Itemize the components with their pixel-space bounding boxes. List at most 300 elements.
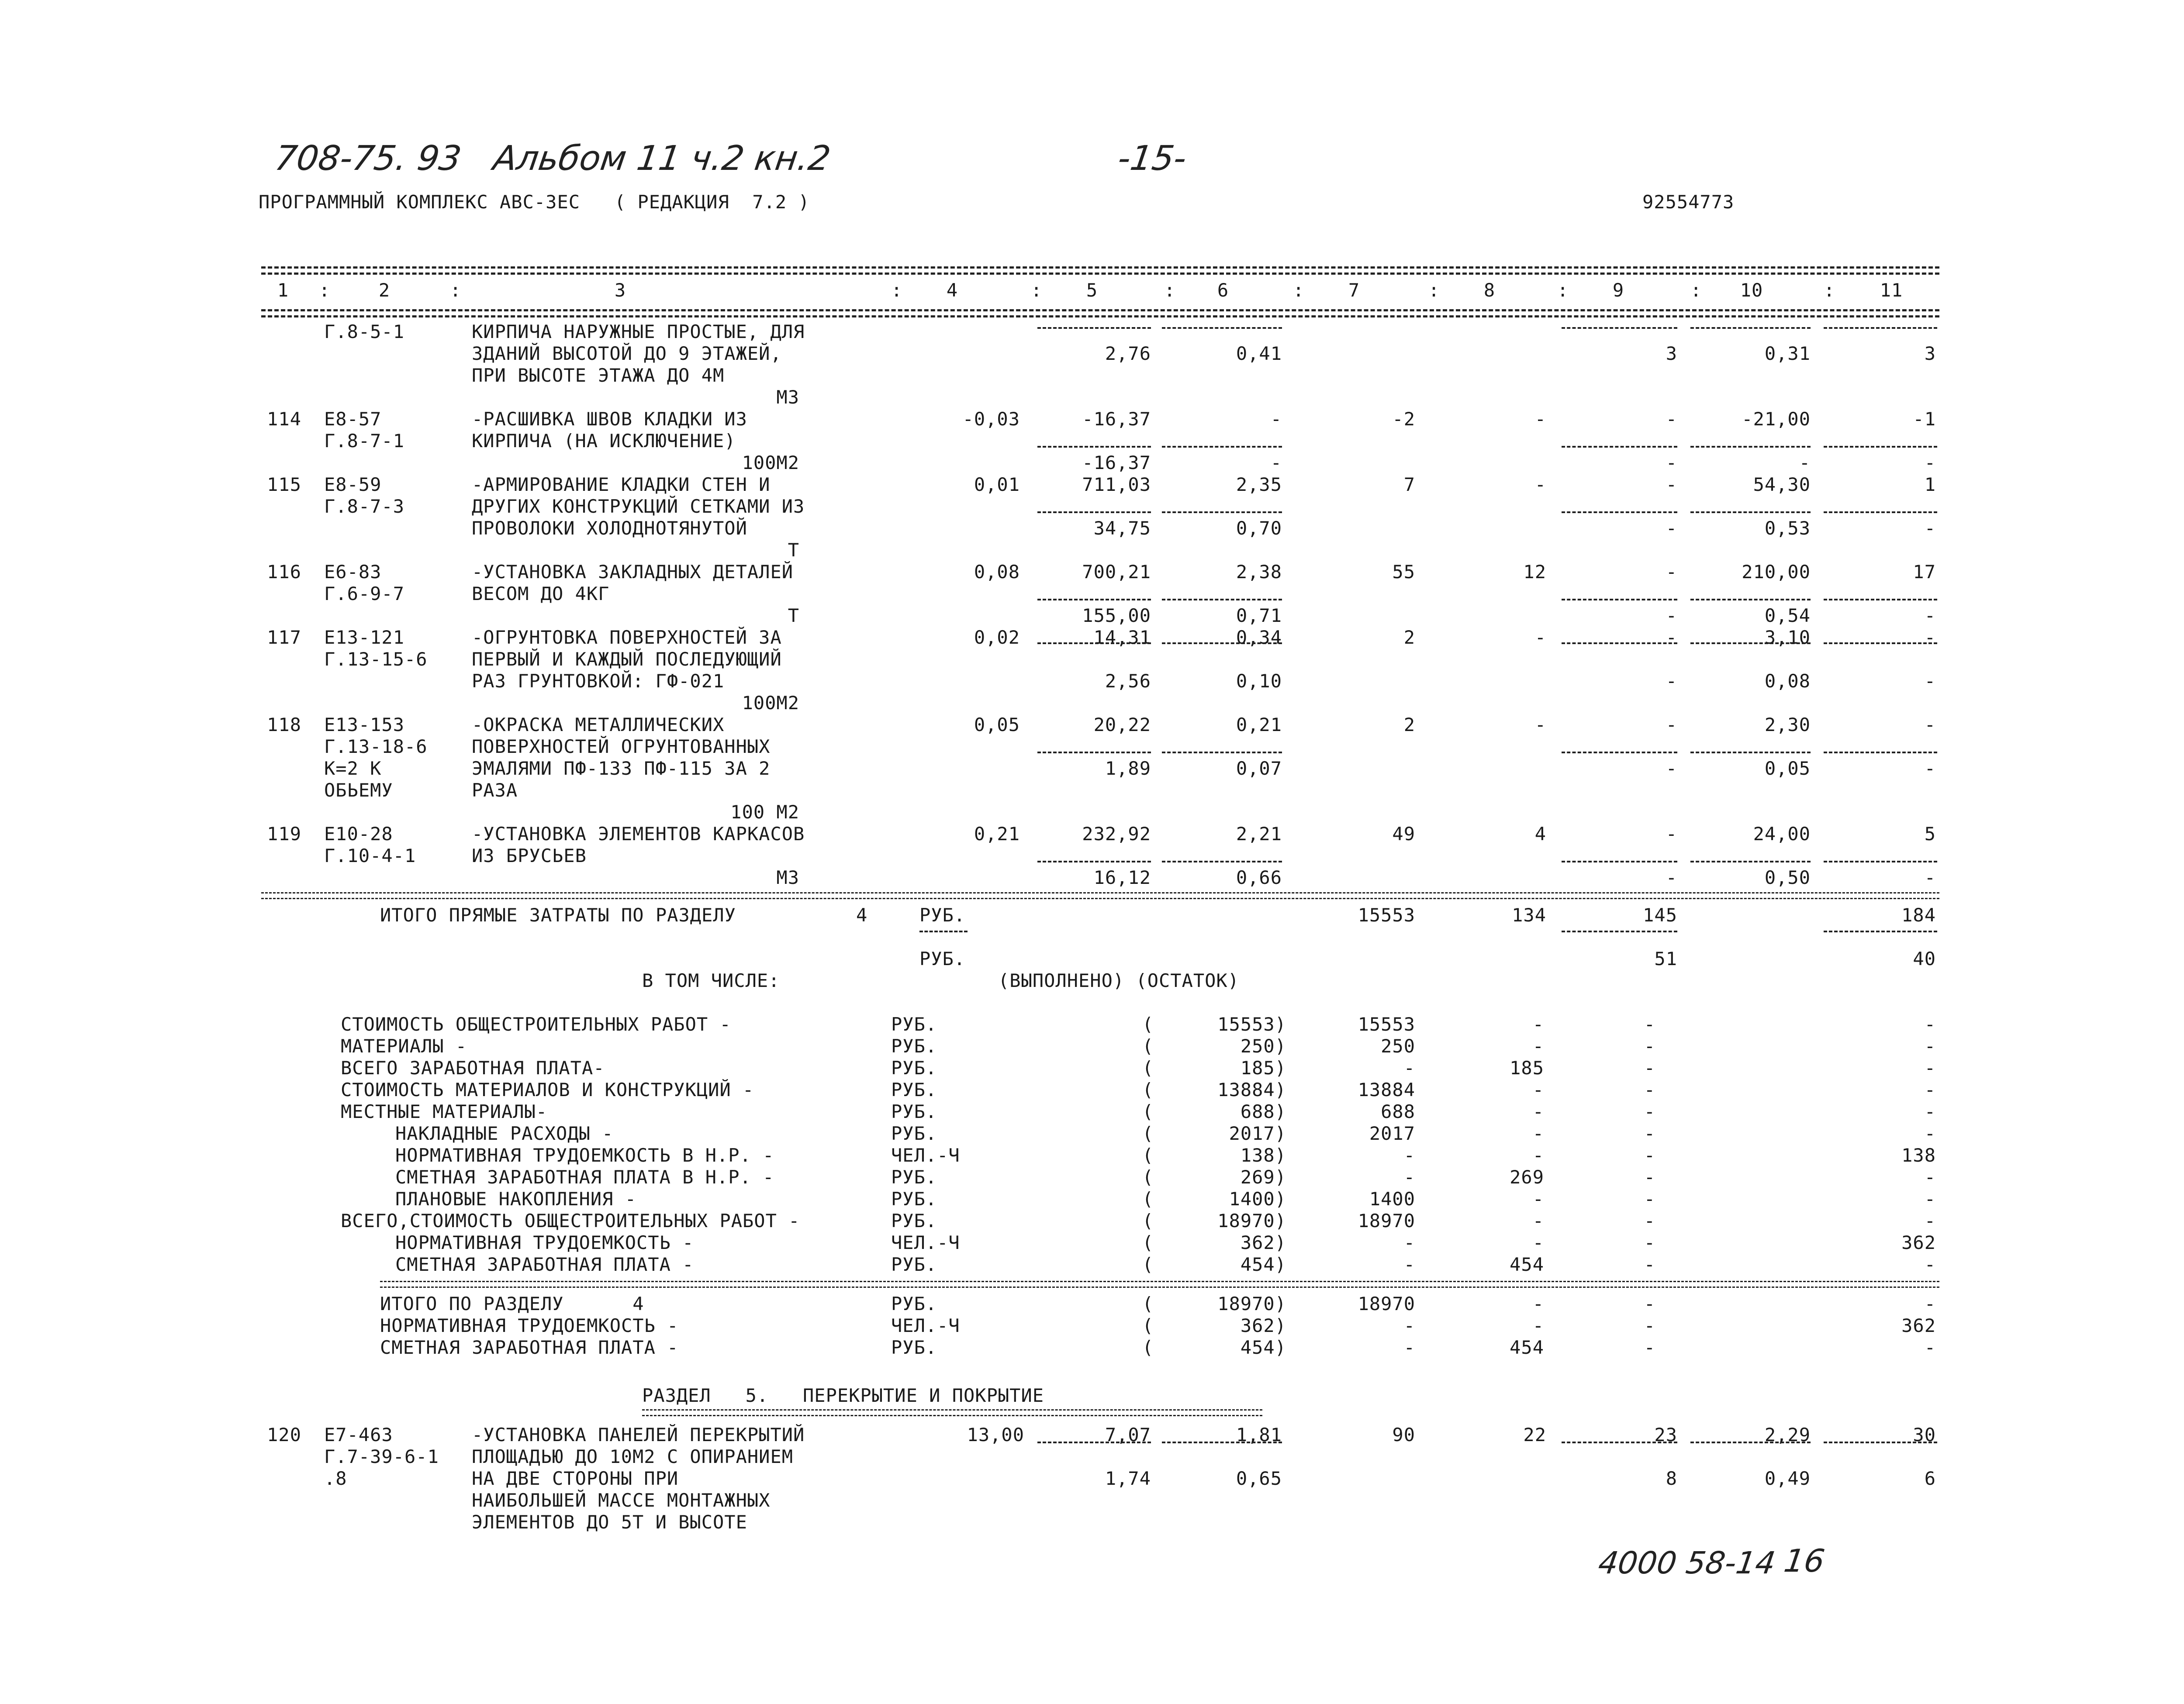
cell-c3: ПРИ ВЫСОТЕ ЭТАЖА ДО 4М (472, 365, 725, 386)
total-c9: 145 (1643, 904, 1677, 926)
cell-c3: ЭМАЛЯМИ ПФ-133 ПФ-115 ЗА 2 (472, 758, 771, 779)
cell-c9: - (1666, 670, 1677, 692)
cell-c4: 0,01 (974, 474, 1020, 495)
column-separator: : (1164, 279, 1176, 301)
breakdown-c9: - (1644, 1232, 1655, 1253)
breakdown-c11: - (1924, 1210, 1936, 1231)
cell-c1: 116 (267, 561, 301, 583)
rule (1824, 446, 1937, 448)
cell-c10: 2,29 (1764, 1424, 1811, 1445)
cell-c11: - (1924, 714, 1936, 735)
cell-c5: 16,12 (1093, 867, 1151, 888)
final-total-unit: ЧЕЛ.-Ч (891, 1315, 960, 1336)
cell-c3: ЭЛЕМЕНТОВ ДО 5Т И ВЫСОТЕ (472, 1511, 747, 1533)
final-total-label: НОРМАТИВНАЯ ТРУДОЕМКОСТЬ - (380, 1315, 679, 1336)
breakdown-c7: 18970 (1358, 1210, 1415, 1231)
cell-c10: 210,00 (1742, 561, 1811, 583)
cell-c9: - (1666, 452, 1677, 473)
final-total-c7: 18970 (1358, 1293, 1415, 1314)
breakdown-c8: 454 (1510, 1254, 1544, 1275)
rule (1690, 511, 1811, 513)
breakdown-value: 2017) (1229, 1123, 1286, 1144)
rule (1162, 642, 1282, 644)
cell-c3: РАЗА (472, 780, 518, 801)
column-separator: : (1557, 279, 1569, 301)
final-total-c8: - (1532, 1315, 1544, 1336)
rule (1162, 327, 1282, 329)
column-number: 3 (614, 279, 626, 301)
cell-c9: 23 (1654, 1424, 1677, 1445)
rule (1037, 599, 1151, 600)
cell-c5: 700,21 (1082, 561, 1151, 583)
final-total-value: 362) (1240, 1315, 1286, 1336)
rule (1562, 327, 1677, 329)
cell-c10: 0,54 (1764, 605, 1811, 626)
rule (1690, 446, 1811, 448)
breakdown-c7: 13884 (1358, 1079, 1415, 1100)
breakdown-c11: - (1924, 1079, 1936, 1100)
cell-c3: ВЕСОМ ДО 4КГ (472, 583, 610, 604)
breakdown-c8: - (1532, 1079, 1544, 1100)
rule (1162, 861, 1282, 862)
cell-c3: ПЛОЩАДЬЮ ДО 10М2 С ОПИРАНИЕМ (472, 1446, 794, 1467)
cell-c2: К=2 К (324, 758, 382, 779)
breakdown-c9: - (1644, 1166, 1655, 1188)
breakdown-c8: - (1532, 1035, 1544, 1057)
final-total-c9: - (1644, 1315, 1655, 1336)
breakdown-value: 1400) (1229, 1188, 1286, 1210)
cell-c3: ПЕРВЫЙ И КАЖДЫЙ ПОСЛЕДУЮЩИЙ (472, 648, 782, 670)
cell-c3: НАИБОЛЬШЕЙ МАССЕ МОНТАЖНЫХ (472, 1490, 771, 1511)
breakdown-unit: РУБ. (891, 1188, 937, 1210)
breakdown-c8: - (1532, 1145, 1544, 1166)
cell-c3: -ОГРУНТОВКА ПОВЕРХНОСТЕЙ ЗА (472, 627, 782, 648)
rule (261, 273, 1939, 275)
breakdown-label: СМЕТНАЯ ЗАРАБОТНАЯ ПЛАТА - (395, 1254, 694, 1275)
breakdown-c7: 1400 (1369, 1188, 1415, 1210)
breakdown-c9: - (1644, 1210, 1655, 1231)
section-5-title: РАЗДЕЛ 5. ПЕРЕКРЫТИЕ И ПОКРЫТИЕ (642, 1385, 1044, 1406)
breakdown-value: 185) (1240, 1057, 1286, 1079)
cell-c9: - (1666, 561, 1677, 583)
breakdown-c7: - (1403, 1232, 1415, 1253)
handwritten-album: Альбом 11 ч.2 кн.2 (491, 139, 833, 178)
rule (261, 315, 1939, 317)
cell-c3: КИРПИЧА НАРУЖНЫЕ ПРОСТЫЕ, ДЛЯ (472, 321, 805, 342)
breakdown-c8: - (1532, 1014, 1544, 1035)
final-total-c8: - (1532, 1293, 1544, 1314)
breakdown-c8: - (1532, 1188, 1544, 1210)
cell-c10: 0,05 (1764, 758, 1811, 779)
cell-c6: - (1270, 452, 1282, 473)
breakdown-c7: - (1403, 1166, 1415, 1188)
breakdown-label: ВСЕГО ЗАРАБОТНАЯ ПЛАТА- (341, 1057, 605, 1079)
cell-c10: 0,49 (1764, 1468, 1811, 1489)
rule (1037, 1442, 1151, 1443)
cell-c7: 55 (1392, 561, 1415, 583)
rule (1162, 599, 1282, 600)
cell-c6: 0,10 (1236, 670, 1282, 692)
open-paren: ( (1142, 1337, 1154, 1358)
cell-c5: 1,89 (1105, 758, 1151, 779)
rule (1037, 752, 1151, 753)
rule (642, 1409, 1262, 1416)
cell-c6: 0,70 (1236, 517, 1282, 539)
rule (1037, 446, 1151, 448)
unit-of-measure: 100 М2 (730, 801, 799, 823)
rule (1562, 599, 1677, 600)
cell-c10: 24,00 (1753, 823, 1811, 845)
rule (1824, 861, 1937, 862)
cell-c8: - (1534, 714, 1546, 735)
rule (1824, 599, 1937, 600)
breakdown-value: 18970) (1217, 1210, 1286, 1231)
open-paren: ( (1142, 1210, 1154, 1231)
breakdown-label: НОРМАТИВНАЯ ТРУДОЕМКОСТЬ В Н.Р. - (395, 1145, 774, 1166)
breakdown-columns: (ВЫПОЛНЕНО) (ОСТАТОК) (998, 970, 1240, 991)
column-separator: : (450, 279, 462, 301)
cell-c3: -УСТАНОВКА ПАНЕЛЕЙ ПЕРЕКРЫТИЙ (472, 1424, 805, 1445)
breakdown-c7: - (1403, 1057, 1415, 1079)
cell-c9: - (1666, 823, 1677, 845)
breakdown-unit: РУБ. (891, 1101, 937, 1122)
final-total-c9: - (1644, 1293, 1655, 1314)
final-total-value: 454) (1240, 1337, 1286, 1358)
cell-c2: ОБЬЕМУ (324, 780, 393, 801)
column-separator: : (1293, 279, 1305, 301)
breakdown-c11: - (1924, 1254, 1936, 1275)
breakdown-c9: - (1644, 1254, 1655, 1275)
unit-of-measure: 100М2 (742, 452, 799, 473)
total-c11: 184 (1901, 904, 1936, 926)
breakdown-c8: - (1532, 1210, 1544, 1231)
final-total-c9: - (1644, 1337, 1655, 1358)
breakdown-value: 250) (1240, 1035, 1286, 1057)
rule (1562, 446, 1677, 448)
cell-c4: 0,05 (974, 714, 1020, 735)
breakdown-c8: 185 (1510, 1057, 1544, 1079)
rule (1824, 642, 1937, 644)
cell-c9: - (1666, 758, 1677, 779)
breakdown-value: 15553) (1217, 1014, 1286, 1035)
cell-c2: Г.8-5-1 (324, 321, 405, 342)
cell-c2: Г.13-18-6 (324, 736, 428, 757)
column-number: 5 (1086, 279, 1098, 301)
breakdown-c9: - (1644, 1035, 1655, 1057)
cell-c6: 2,38 (1236, 561, 1282, 583)
cell-c3: -ОКРАСКА МЕТАЛЛИЧЕСКИХ (472, 714, 725, 735)
cell-c3: -РАСШИВКА ШВОВ КЛАДКИ ИЗ (472, 408, 747, 430)
cell-c10: 2,30 (1764, 714, 1811, 735)
cell-c2: .8 (324, 1468, 347, 1489)
breakdown-value: 362) (1240, 1232, 1286, 1253)
breakdown-unit: РУБ. (891, 1057, 937, 1079)
cell-c7: 2 (1403, 627, 1415, 648)
cell-c11: 1 (1924, 474, 1936, 495)
rule (1824, 931, 1937, 932)
breakdown-c9: - (1644, 1014, 1655, 1035)
rule (261, 892, 1939, 899)
breakdown-c9: - (1644, 1079, 1655, 1100)
breakdown-c11: - (1924, 1123, 1936, 1144)
breakdown-label: МЕСТНЫЕ МАТЕРИАЛЫ- (341, 1101, 548, 1122)
cell-c8: 12 (1523, 561, 1546, 583)
cell-c10: 0,53 (1764, 517, 1811, 539)
unit-of-measure: М3 (776, 386, 799, 408)
rule (1690, 1442, 1811, 1443)
cell-c2: Г.8-7-1 (324, 430, 405, 452)
breakdown-unit: РУБ. (891, 1014, 937, 1035)
column-separator: : (1690, 279, 1702, 301)
cell-c9: - (1666, 627, 1677, 648)
open-paren: ( (1142, 1014, 1154, 1035)
column-number: 4 (946, 279, 958, 301)
cell-c9: - (1666, 867, 1677, 888)
cell-c10: -21,00 (1742, 408, 1811, 430)
cell-c9: - (1666, 408, 1677, 430)
breakdown-c7: 2017 (1369, 1123, 1415, 1144)
final-total-unit: РУБ. (891, 1293, 937, 1314)
cell-c2: Е10-28 (324, 823, 393, 845)
cell-c6: 0,66 (1236, 867, 1282, 888)
breakdown-value: 269) (1240, 1166, 1286, 1188)
handwritten-page-number: -15- (1115, 139, 1189, 178)
cell-c4: 0,21 (974, 823, 1020, 845)
cell-c2: Е6-83 (324, 561, 382, 583)
unit-of-measure: 100М2 (742, 692, 799, 714)
cell-c4: 0,02 (974, 627, 1020, 648)
cell-c2: Г.13-15-6 (324, 648, 428, 670)
cell-c1: 115 (267, 474, 301, 495)
cell-c3: РАЗ ГРУНТОВКОЙ: ГФ-021 (472, 670, 725, 692)
breakdown-c7: 688 (1381, 1101, 1415, 1122)
column-separator: : (1428, 279, 1440, 301)
cell-c11: - (1924, 627, 1936, 648)
column-separator: : (1031, 279, 1043, 301)
column-number: 7 (1348, 279, 1360, 301)
breakdown-c7: 250 (1381, 1035, 1415, 1057)
cell-c5: 7,07 (1105, 1424, 1151, 1445)
cell-c11: 17 (1913, 561, 1936, 583)
cell-c11: 30 (1913, 1424, 1936, 1445)
total-label: ИТОГО ПРЯМЫЕ ЗАТРАТЫ ПО РАЗДЕЛУ (380, 904, 736, 926)
cell-c11: - (1924, 452, 1936, 473)
breakdown-c8: 269 (1510, 1166, 1544, 1188)
breakdown-label: СТОИМОСТЬ ОБЩЕСТРОИТЕЛЬНЫХ РАБОТ - (341, 1014, 731, 1035)
breakdown-c9: - (1644, 1123, 1655, 1144)
cell-c9: 8 (1666, 1468, 1677, 1489)
cell-c3: ПРОВОЛОКИ ХОЛОДНОТЯНУТОЙ (472, 517, 747, 539)
cell-c5: -16,37 (1082, 452, 1151, 473)
open-paren: ( (1142, 1057, 1154, 1079)
column-number: 8 (1483, 279, 1496, 301)
cell-c10: - (1799, 452, 1811, 473)
breakdown-label: НОРМАТИВНАЯ ТРУДОЕМКОСТЬ - (395, 1232, 694, 1253)
open-paren: ( (1142, 1232, 1154, 1253)
handwritten-stamp: 4000 58-14 (1596, 1545, 1778, 1581)
breakdown-c11: - (1924, 1166, 1936, 1188)
cell-c6: 0,07 (1236, 758, 1282, 779)
cell-c5: -16,37 (1082, 408, 1151, 430)
rule (1824, 327, 1937, 329)
cell-c6: 0,34 (1236, 627, 1282, 648)
breakdown-c11: - (1924, 1101, 1936, 1122)
rule (1690, 327, 1811, 329)
rule (261, 266, 1939, 269)
breakdown-c11: - (1924, 1188, 1936, 1210)
rule (1824, 752, 1937, 753)
open-paren: ( (1142, 1035, 1154, 1057)
final-total-c11: 362 (1901, 1315, 1936, 1336)
cell-c11: -1 (1913, 408, 1936, 430)
cell-c8: - (1534, 474, 1546, 495)
rule (1824, 511, 1937, 513)
cell-c5: 232,92 (1082, 823, 1151, 845)
breakdown-unit: РУБ. (891, 1079, 937, 1100)
handwritten-doc-code: 708-75. 93 (272, 139, 464, 178)
unit-of-measure: Т (788, 605, 799, 626)
cell-c4: 13,00 (967, 1424, 1024, 1445)
breakdown-label: НАКЛАДНЫЕ РАСХОДЫ - (395, 1123, 614, 1144)
rule (1562, 642, 1677, 644)
rule (1037, 511, 1151, 513)
breakdown-c9: - (1644, 1101, 1655, 1122)
cell-c10: 0,31 (1764, 343, 1811, 364)
open-paren: ( (1142, 1315, 1154, 1336)
cell-c9: - (1666, 517, 1677, 539)
cell-c6: 0,21 (1236, 714, 1282, 735)
cell-c5: 20,22 (1093, 714, 1151, 735)
cell-c3: -УСТАНОВКА ЗАКЛАДНЫХ ДЕТАЛЕЙ (472, 561, 794, 583)
breakdown-c9: - (1644, 1188, 1655, 1210)
rule (1690, 599, 1811, 600)
breakdown-c8: - (1532, 1123, 1544, 1144)
breakdown-unit: РУБ. (891, 1035, 937, 1057)
breakdown-unit: ЧЕЛ.-Ч (891, 1145, 960, 1166)
program-header: ПРОГРАММНЫЙ КОМПЛЕКС АВС-3ЕС ( РЕДАКЦИЯ 7.2 ) (259, 191, 810, 213)
cell-c5: 711,03 (1082, 474, 1151, 495)
rule (380, 1281, 1939, 1288)
unit-of-measure: Т (788, 539, 799, 561)
rule (1162, 1442, 1282, 1443)
rule (1562, 861, 1677, 862)
cell-c6: 0,65 (1236, 1468, 1282, 1489)
breakdown-label: МАТЕРИАЛЫ - (341, 1035, 467, 1057)
open-paren: ( (1142, 1101, 1154, 1122)
breakdown-label: СМЕТНАЯ ЗАРАБОТНАЯ ПЛАТА В Н.Р. - (395, 1166, 774, 1188)
total-unit: РУБ. (919, 904, 966, 926)
final-total-c7: - (1403, 1315, 1415, 1336)
column-number: 2 (378, 279, 390, 301)
open-paren: ( (1142, 1293, 1154, 1314)
cell-c1: 117 (267, 627, 301, 648)
breakdown-c7: - (1403, 1254, 1415, 1275)
rule (1562, 931, 1677, 932)
cell-c10: 54,30 (1753, 474, 1811, 495)
cell-c8: 4 (1534, 823, 1546, 845)
open-paren: ( (1142, 1123, 1154, 1144)
cell-c11: 3 (1924, 343, 1936, 364)
final-total-label: СМЕТНАЯ ЗАРАБОТНАЯ ПЛАТА - (380, 1337, 679, 1358)
breakdown-label: ВСЕГО,СТОИМОСТЬ ОБЩЕСТРОИТЕЛЬНЫХ РАБОТ - (341, 1210, 800, 1231)
cell-c1: 119 (267, 823, 301, 845)
breakdown-unit: РУБ. (891, 1210, 937, 1231)
rule (1162, 752, 1282, 753)
cell-c7: -2 (1392, 408, 1415, 430)
column-separator: : (319, 279, 331, 301)
rule (1824, 1442, 1937, 1443)
column-number: 6 (1217, 279, 1229, 301)
cell-c2: Г.7-39-6-1 (324, 1446, 439, 1467)
rule (1562, 1442, 1677, 1443)
cell-c4: -0,03 (962, 408, 1020, 430)
cell-c7: 2 (1403, 714, 1415, 735)
cell-c5: 2,76 (1105, 343, 1151, 364)
cell-c6: - (1270, 408, 1282, 430)
cell-c10: 0,50 (1764, 867, 1811, 888)
cell-c8: - (1534, 408, 1546, 430)
breakdown-value: 688) (1240, 1101, 1286, 1122)
open-paren: ( (1142, 1145, 1154, 1166)
cell-c7: 7 (1403, 474, 1415, 495)
rule (1037, 327, 1151, 329)
breakdown-unit: РУБ. (891, 1254, 937, 1275)
rule (1562, 752, 1677, 753)
cell-c5: 155,00 (1082, 605, 1151, 626)
cell-c3: ДРУГИХ КОНСТРУКЦИЙ СЕТКАМИ ИЗ (472, 496, 805, 517)
cell-c11: - (1924, 517, 1936, 539)
breakdown-c7: 15553 (1358, 1014, 1415, 1035)
cell-c3: КИРПИЧА (НА ИСКЛЮЧЕНИЕ) (472, 430, 736, 452)
cell-c3: -АРМИРОВАНИЕ КЛАДКИ СТЕН И (472, 474, 771, 495)
cell-c2: Г.8-7-3 (324, 496, 405, 517)
cell-c9: - (1666, 605, 1677, 626)
breakdown-c11: - (1924, 1057, 1936, 1079)
final-total-value: 18970) (1217, 1293, 1286, 1314)
open-paren: ( (1142, 1166, 1154, 1188)
rule (261, 309, 1939, 311)
final-total-unit: РУБ. (891, 1337, 937, 1358)
breakdown-value: 454) (1240, 1254, 1286, 1275)
cell-c5: 2,56 (1105, 670, 1151, 692)
breakdown-value: 13884) (1217, 1079, 1286, 1100)
rule (1037, 861, 1151, 862)
breakdown-unit: ЧЕЛ.-Ч (891, 1232, 960, 1253)
document-code: 92554773 (1642, 191, 1735, 213)
total-c9-remainder: 51 (1654, 948, 1677, 969)
cell-c5: 1,74 (1105, 1468, 1151, 1489)
breakdown-unit: РУБ. (891, 1166, 937, 1188)
breakdown-c9: - (1644, 1057, 1655, 1079)
breakdown-heading: В ТОМ ЧИСЛЕ: (642, 970, 780, 991)
total-c11-remainder: 40 (1913, 948, 1936, 969)
breakdown-c7: - (1403, 1145, 1415, 1166)
column-separator: : (891, 279, 903, 301)
cell-c5: 34,75 (1093, 517, 1151, 539)
cell-c10: 3,10 (1764, 627, 1811, 648)
rule (1162, 511, 1282, 513)
breakdown-c11: - (1924, 1014, 1936, 1035)
cell-c2: Г.6-9-7 (324, 583, 405, 604)
total-c7: 15553 (1358, 904, 1415, 926)
cell-c8: - (1534, 627, 1546, 648)
cell-c11: - (1924, 605, 1936, 626)
open-paren: ( (1142, 1079, 1154, 1100)
unit-of-measure: М3 (776, 867, 799, 888)
cell-c5: 14,31 (1093, 627, 1151, 648)
column-number: 1 (277, 279, 289, 301)
rule (1690, 642, 1811, 644)
